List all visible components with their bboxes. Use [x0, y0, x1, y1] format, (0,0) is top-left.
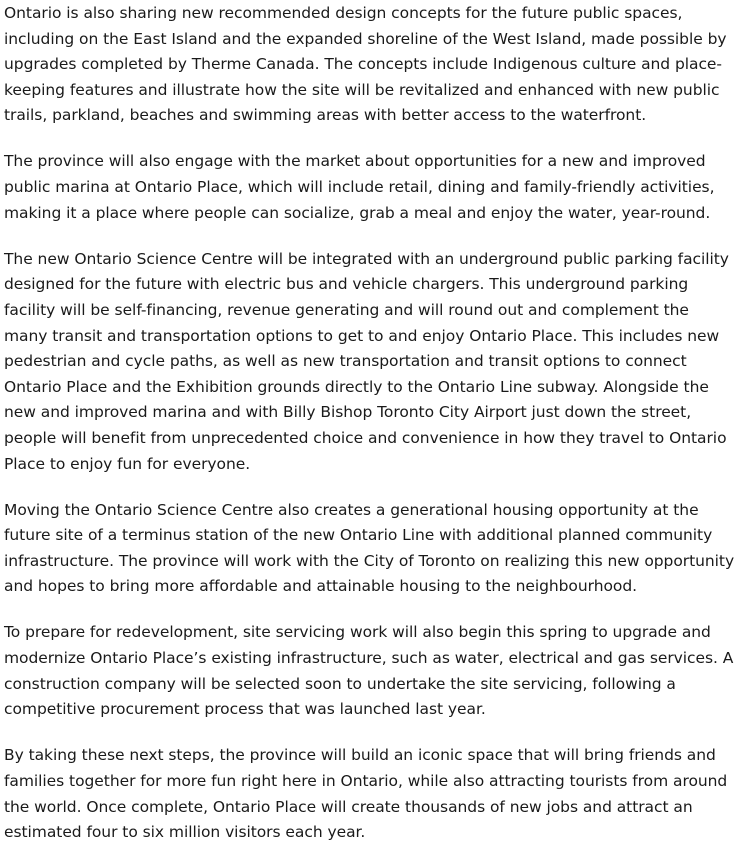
- paragraph-design-concepts: Ontario is also sharing new recommended design concepts for the future public spaces, including on the East Island and the expanded shoreline of the West Island, made possible by upgrades completed by Therme Canada. The concepts include Indigenous culture and place-keeping features and illustrate how the site will be revitalized and enhanced with new public trails, parkland, beaches and swimming areas with better access to the waterfront.: [4, 4, 727, 125]
- paragraph-housing-opportunity: Moving the Ontario Science Centre also creates a generational housing opportunity at the future site of a terminus station of the new Ontario Line with additional planned community infrastructure. The province will work with the City of Toronto on realizing this new opportunity and hopes to bring more affordable and attainable housing to the neighbourhood.: [4, 500, 735, 596]
- paragraph-science-centre-parking: The new Ontario Science Centre will be integrated with an underground public parking facility designed for the future with electric bus and vehicle chargers. This underground parking facility will be self-financing, revenue generating and will round out and complement the many transit and transportation options to get to and enjoy Ontario Place. This includes new pedestrian and cycle paths, as well as new transportation and transit options to connect Ontario Place and the Exhibition grounds directly to the Ontario Line subway. Alongside the new and improved marina and with Billy Bishop Toronto City Airport just down the street, people will benefit from unprecedented choice and convenience in how they travel to Ontario Place to enjoy fun for everyone.: [4, 249, 729, 473]
- article-body: [0, 1, 742, 846]
- paragraph-next-steps: By taking these next steps, the province will build an iconic space that will bring friends and families together for more fun right here in Ontario, while also attracting tourists from around the world. Once complete, Ontario Place will create thousands of new jobs and attract an estimated four to six million visitors each year.: [4, 746, 728, 842]
- paragraph-site-servicing: To prepare for redevelopment, site servicing work will also begin this spring to upgrade and modernize Ontario Place’s existing infrastructure, such as water, electrical and gas services. A construction company will be selected soon to undertake the site servicing, following a competitive procurement process that was launched last year.: [4, 623, 734, 719]
- paragraph-marina: The province will also engage with the market about opportunities for a new and improved public marina at Ontario Place, which will include retail, dining and family-friendly activities, making it a place where people can socialize, grab a meal and enjoy the water, year-round.: [4, 152, 715, 222]
